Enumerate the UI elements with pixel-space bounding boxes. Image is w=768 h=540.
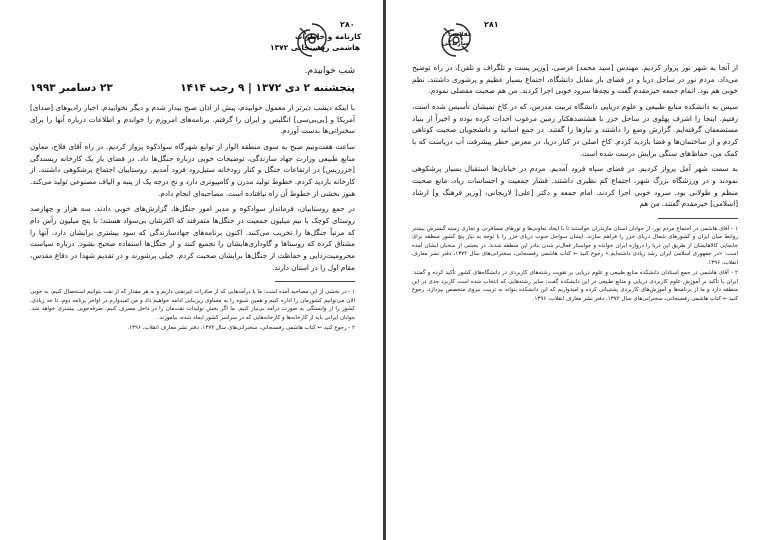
- page-number: ۲۸۰: [340, 20, 355, 29]
- footnote: ۲ - رجوع کنید ← کتاب هاشمی رفسنجانی، سخنرانی‌های سال ۱۳۷۲، دفتر نشر معارف انقلاب، ۱۳۹۶.: [127, 325, 355, 332]
- date-persian-hijri: پنجشنبه ۲ دی ۱۳۷۲ | ۹ رجب ۱۴۱۴: [180, 82, 355, 94]
- opening-line: شب خوابیدم.: [304, 66, 355, 76]
- footnote-separator: [275, 281, 355, 282]
- footnote: ۱ - در بخشی از این مصاحبه آمده است: ما با درآمدهایی که از صادرات غیرنفتی داریم و به هر مقدار که از نفت بتوانیم استحصال کنیم، به خوبی الان می‌توانیم کشورمان را اداره کنیم و همین شیوه را به مساوی زیربنایی ادامه خواهیم داد و من امیدوارم در اواخر برنامه دوم، تا حد زیادی، کشور را از وابستگی به صورت درآمد بی‌نیاز کنیم. ما اگر بخش تولیدات نفت‌مان را در داخل مصرف کنیم، صرفه‌جویی بیشتری خواهد شد. جوانان ایرانی باید از کارخانه‌ها و کارخانه‌هایی که در سراسر کشور ایجاد شده، بیاموزند.: [30, 289, 355, 321]
- paragraph: ساعت هفت‌ونیم صبح به سوی منطقه الوار از توابع شهرگاه سوادکوه پرواز کردیم. در راه آقای فلاح، معاون منابع طبیعی وزارت جهاد سازندگی، توضیحات خوبی درباره جنگل‌ها داد. در فضای باز یک کارخانه ریسندگی [خزرریس] در ارتفاعات جنگل و کنار رودخانه ستیل‌رود فرود آمدیم. روستاییان اجتماع پرشکوهی داشتند. از کارخانه بازدید کردم. خطوط تولید مدرن و کامپیوتری دارد و نخ درجه یک از پنبه و الیاف مصنوعی تولید می‌کند. هنوز بخشی از خطوط آن راه نیافتاده است. مصاحبه‌ای انجام دادم.: [30, 141, 355, 198]
- running-header-subtitle: هاشمی رفسنجانی ۱۳۷۲: [270, 43, 361, 52]
- paragraph: با اینکه دیشب دیرتر از معمول خوابیدم، پیش از اذان صبح بیدار شدم و دیگر نخوابیدم. اخبار رادیوهای [صدای] آمریکا و [بی‌بی‌سی] انگلیس و ایران را گرفتم. برنامه‌های امروزم را خواندم و اطلاعات درباره آنها را برای سخنرانی‌ها بدست آوردم.: [30, 103, 355, 136]
- footnote: ۱ - آقای هاشمی در اجتماع مردم نور، از جوانان استان مازندران خواستند تا با ایجاد تعاونی‌ها و تورهای مسافرتی و تجاری زمینه گسترش بیشتر روابط میان ایران و کشورهای شمال دریای خزر را فراهم سازند. ایشان سواحل جنوب دریای خزر را با توجه به نیاز پنج کشور منطقه برای جابجایی کالاهایشان از طریق این دریا را دروازه ایران خوانده و خواستار فعال‌تر شدن بنادر این منطقه شدند. در بخشی از سخنان ایشان آمده است: «در جمهوری اسلامی ایران رشد زیادی داشته‌ایم.» رجوع کنید ← کتاب هاشمی رفسنجانی، سخنرانی‌های سال ۱۳۷۲، دفتر نشر معارف انقلاب، ۱۳۹۶.: [412, 225, 738, 266]
- right-page: [386, 0, 768, 540]
- running-header-subtitle: سازندگی: [442, 40, 469, 47]
- running-header-title: عقلانیت: [448, 31, 473, 38]
- left-page: [0, 0, 383, 540]
- paragraph: از آنجا به شهر نور پرواز کردیم. مهندس [سید محمد] غرضی، [وزیر پست و تلگراف و تلفن]، در راه توضیح می‌داد. مردم نور در ساحل دریا و در فضای باز مقابل دانشگاه، اجتماع بسیار عظیم و پرشوری داشتند. نظم خوبی هم بود. اتمام جمعه خیرمقدم گفت و بچه‌ها سرود خوبی اجرا کردند. من هم صحبت مفصلی نمودم.: [412, 63, 738, 96]
- page-number: ۲۸۱: [484, 20, 499, 29]
- running-header-title: کارنامه و خاطرات: [295, 32, 362, 41]
- footnote: ۲ - آقای هاشمی در جمع استادان دانشکده منابع طبیعی و علوم دریایی بر تقویت رشته‌های کاربردی در دانشگاه‌های کشور تأکید کرده و گفتند: ایران با تأکید بر آموزش علوم کاربردی دریایی و منابع طبیعی در این دانشکده گفت: سایر رشته‌هایی که انتخاب شده است کاربرد جدی در این منطقه دارد و ما از برنامه‌ها و آموزش‌های کاربردی پشتیبانی کرده و امیدواریم که این دانشکده بتواند به تربیت نیروی متخصص بپردازد. رجوع کنید ← کتاب هاشمی رفسنجانی، سخنرانی‌های سال ۱۳۷۲، دفتر نشر معارف انقلاب، ۱۳۹۶.: [412, 270, 738, 302]
- paragraph: در جمع روستاییان، فرماندار سوادکوه و مدیر امور جنگل‌ها، گزارش‌های خوبی دادند. سه هزار و چهارصد روستای کوچک با نیم میلیون جمعیت در جنگل‌ها متفرقند که اکثرشان بی‌سواد هستند؛ با پنج میلیون رأس دام که مرتباً جنگل‌ها را تخریب می‌کنند. اکنون برنامه‌های جهادسازندگی که سود بیشتری برایشان دارد، آنها را مشتاق کرده که روستاها و گاوداری‌هایشان را تجمیع کنند و از جنگل‌ها استفاده صحیح بشود. درباره سیاست محرومیت‌زدایی و حفاظت از جنگل‌ها برایشان صحبت کردم. خیلی پرشورند و در تقدیم شهدا در دفاع مقدس، مقام اول را در استان دارند.: [30, 204, 355, 272]
- right-page-header: [412, 14, 738, 62]
- left-page-header: [30, 14, 362, 62]
- date-gregorian: ۲۳ دسامبر ۱۹۹۳: [30, 82, 113, 94]
- paragraph: به سمت شهر آمل پرواز کردیم. در فضای سپاه فرود آمدیم. مردم در خیابان‌ها استقبال بسیار پرشکوهی نمودند و در ورزشگاه بزرگ شهر، اجتماع کم نظیری داشتند. فشار جمعیت و احساسات زیاد، مانع صحبت منظم و طولانی بود. سرود خوبی اجرا کردند. امام جمعه و دکتر [علی] لاریجانی، [وزیر فرهنگ و] ارشاد [اسلامی] خیرمقدم گفتند. من هم: [412, 164, 738, 209]
- entry-dateline: [30, 82, 355, 94]
- footnote-separator: [658, 218, 738, 219]
- paragraph: سپس به دانشکده منابع طبیعی و علوم دریایی دانشگاه تربیت مدرس، که در کاخ تمیشان تأسیس شده است، رفتیم. اینجا را اشرف پهلوی در ساحل خزر با هشتصدهکتار زمین مرغوب احداث کرده بوده و اخیراً از بنیاد مستضعفان گرفته‌ایم. گزارش وضع را داشتند و نیازها را گفتند. در جمع اساتید و دانشجویان صحبت کوتاهی کردم و از ساختمان‌ها و فضا بازدید کردم. کاخ اصلی در کنار دریا، در معرض خطر پیشرفت آب دریاست که با کمک من، حفاظ‌های سنگی برایش درست شده است.: [412, 101, 738, 158]
